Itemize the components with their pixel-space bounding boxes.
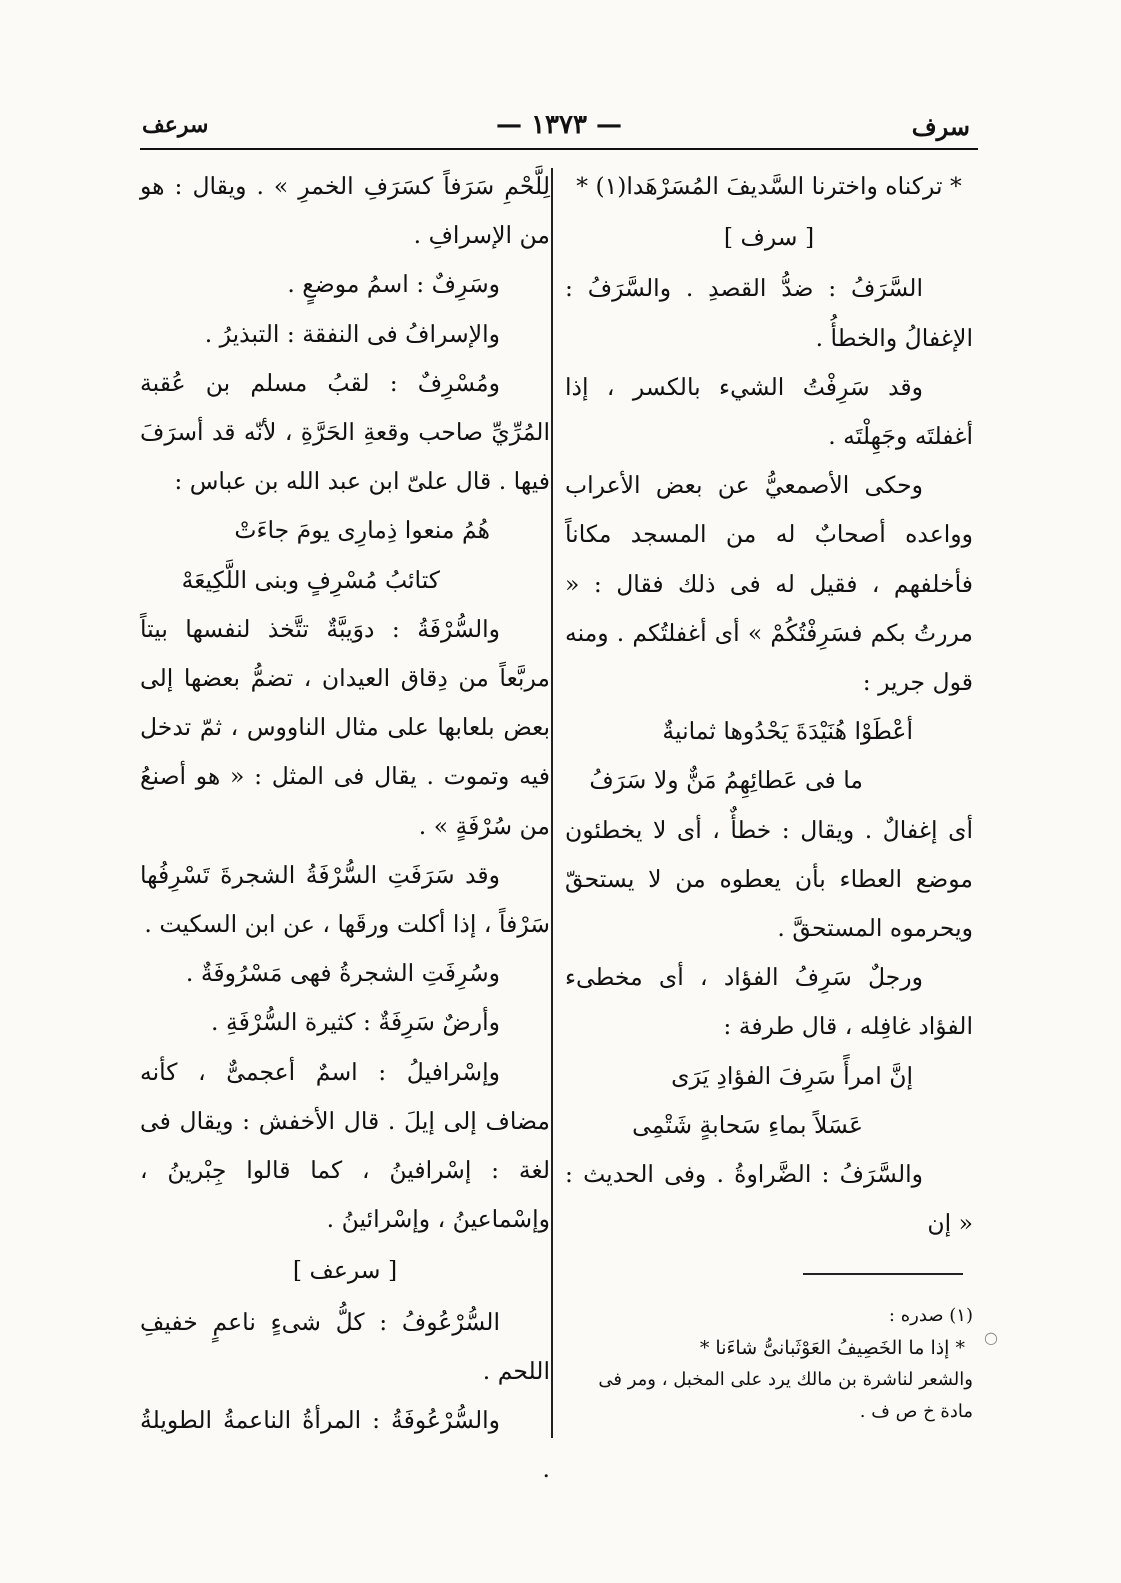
entry-paragraph: لِلَّحْمِ سَرَفاً كسَرَفِ الخمرِ » . ويقال : هو من الإسرافِ .: [140, 172, 550, 250]
footnote: [565, 1300, 973, 1428]
entry-paragraph: السَّرَفُ : ضدُّ القصدِ . والسَّرَفُ : الإغفالُ والخطأُ .: [565, 274, 973, 352]
footnote-label: (١) صدره :: [888, 1305, 973, 1326]
root-heading: [ سرعف ]: [292, 1256, 398, 1285]
entry-paragraph: وحكى الأصمعيُّ عن بعض الأعراب وواعده أصحابٌ له من المسجد مكاناً فأخلفهم ، فقيل له فى ذلك فقال : « مررتُ بكم فسَرِفْتُكُمْ » أى أغفلتُكم . ومنه قول جرير :: [565, 471, 973, 697]
footnote-verse: * إذا ما الخَصِيفُ العَوْثَبانىُّ شاءَنا *: [699, 1337, 965, 1359]
entry-paragraph: وسُرِفَتِ الشجرةُ فهى مَسْرُوفَةٌ .: [185, 959, 500, 988]
verse-hemistich-second: كتائبُ مُسْرِفٍ وبنى اللَّكِيعَهْ: [181, 565, 440, 594]
entry-paragraph: والسُّرْعُوفَةُ : المرأةُ الناعمةُ الطويلةُ .: [140, 1406, 550, 1484]
running-headword-right: سرف: [911, 112, 970, 141]
entry-paragraph: وسَرِفٌ : اسمُ موضعٍ .: [287, 270, 500, 299]
verse-line: * تركناه واخترنا السَّديفَ المُسَرْهَدا(١) *: [576, 172, 962, 200]
entry-paragraph: والسَّرَفُ : الضَّراوةُ . وفى الحديث : « إن: [565, 1160, 973, 1238]
entry-paragraph: ورجلٌ سَرِفُ الفؤاد ، أى مخطىء الفؤاد غافِله ، قال طرفة :: [565, 963, 973, 1041]
entry-paragraph: وقد سَرَفَتِ السُّرْفَةُ الشجرةَ تَسْرِفُها سَرْفاً ، إذا أكلت ورقَها ، عن ابن السكيت .: [140, 860, 550, 939]
verse-hemistich-first: إنَّ امرأً سَرِفَ الفؤادِ يَرَى: [671, 1061, 913, 1090]
verse-hemistich-first: هُمُ منعوا ذِمارِى يومَ جاءَتْ: [234, 516, 490, 545]
left-column: [140, 162, 550, 1494]
entry-paragraph: وقد سَرِفْتُ الشيء بالكسر ، إذا أغفلتَه وجَهِلْتَه .: [565, 372, 973, 451]
verse-hemistich-first: أعْطَوْا هُنَيْدَةَ يَحْدُوها ثمانيةٌ: [662, 717, 913, 746]
column-divider: [551, 168, 553, 1438]
running-headword-left: سرعف: [142, 112, 209, 138]
root-heading: [ سرف ]: [723, 223, 815, 252]
entry-paragraph: السُّرْعُوفُ : كلُّ شىءٍ ناعمٍ خفيفِ اللحم .: [140, 1307, 550, 1385]
footnote-rule: [803, 1273, 963, 1275]
entry-paragraph: وأرضٌ سَرِفَةٌ : كثيرة السُّرْفَةِ .: [211, 1008, 500, 1037]
margin-mark: ○: [984, 1328, 998, 1347]
entry-paragraph: أى إغفالٌ . ويقال : خطأٌ ، أى لا يخطئون موضع العطاء بأن يعطوه من لا يستحقّ ويحرموه المستحقَّ .: [565, 815, 973, 943]
entry-paragraph: والسُّرْفَةُ : دوَيبَّةٌ تتَّخذ لنفسها بيتاً مربَّعاً من دِقاق العيدان ، تضمُّ بعضها إلى بعض بلعابها على مثال الناووس ، ثمّ تدخل فيه وتموت . يقال فى المثل : « هو أصنعُ من سُرْفَةٍ » .: [140, 614, 550, 840]
footnote-note: والشعر لناشرة بن مالك يرد على المخبل ، ومر فى مادة خ ص ف .: [598, 1369, 973, 1422]
entry-paragraph: وإسْرافيلُ : اسمٌ أعجمىٌّ ، كأنه مضاف إلى إيلَ . قال الأخفش : ويقال فى لغة : إسْرافينُ ، كما قالوا جِبْرينُ ، وإسْماعينُ ، وإسْرائينُ .: [140, 1057, 550, 1234]
right-column: [565, 162, 973, 1248]
verse-hemistich-second: ما فى عَطائِهِمُ مَنٌّ ولا سَرَفُ: [589, 766, 863, 795]
entry-paragraph: والإسرافُ فى النفقة : التبذيرُ .: [204, 319, 500, 348]
page-header: [140, 112, 978, 150]
page-number: — ١٣٧٣ —: [496, 110, 622, 140]
verse-hemistich-second: عَسَلاً بماءِ سَحابةٍ شَتْمِى: [632, 1110, 863, 1139]
entry-paragraph: ومُسْرِفٌ : لقبُ مسلم بن عُقبة المُرِّيِّ صاحب وقعةِ الحَرَّةِ ، لأنّه قد أسرَفَ فيها . قال علىّ ابن عبد الله بن عباس :: [140, 368, 550, 496]
